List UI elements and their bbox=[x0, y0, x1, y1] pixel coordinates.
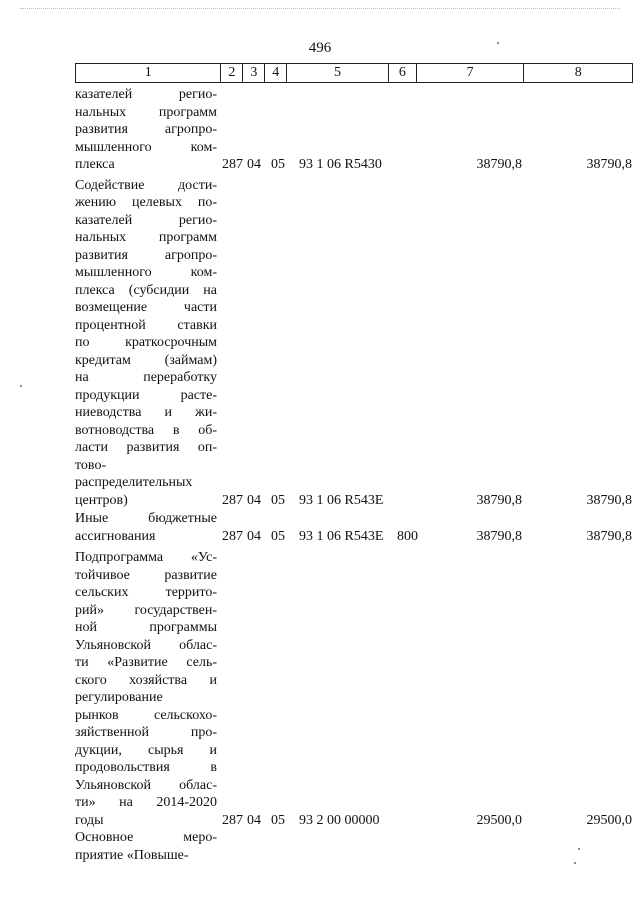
header-col-2: 2 bbox=[221, 64, 243, 82]
cell-c5: 93 2 00 00000 bbox=[299, 812, 380, 828]
table-row bbox=[75, 510, 635, 545]
description-line: плекса bbox=[75, 157, 115, 172]
scan-speck bbox=[578, 848, 580, 850]
table-row bbox=[75, 86, 635, 174]
header-col-5: 5 bbox=[287, 64, 389, 82]
row-values bbox=[75, 812, 635, 830]
row-description bbox=[75, 177, 217, 510]
cell-c7: 29500,0 bbox=[476, 812, 522, 828]
header-col-3: 3 bbox=[243, 64, 265, 82]
description-line: Ульяновской облас- bbox=[75, 777, 217, 793]
description-line: тово- bbox=[75, 457, 107, 473]
page-number: 496 bbox=[308, 40, 332, 56]
description-line: Подпрограмма «Ус- bbox=[75, 550, 217, 565]
description-line: продукции расте- bbox=[75, 387, 217, 403]
description-line: развития агропро- bbox=[75, 247, 217, 263]
description-line: распределительных bbox=[75, 475, 193, 490]
table-body bbox=[75, 86, 635, 864]
cell-c2: 287 bbox=[222, 528, 243, 544]
cell-c3: 04 bbox=[247, 492, 261, 508]
description-line: мышленного ком- bbox=[75, 139, 217, 155]
description-line: развития агропро- bbox=[75, 122, 217, 137]
table-row bbox=[75, 829, 635, 864]
table-row bbox=[75, 177, 635, 510]
description-line: Иные бюджетные bbox=[75, 511, 217, 526]
description-line: по краткосрочным bbox=[75, 335, 217, 350]
description-line: Ульяновской облас- bbox=[75, 637, 217, 653]
description-line: ниеводства и жи- bbox=[75, 405, 217, 420]
description-line: нальных программ bbox=[75, 104, 217, 120]
description-line: сельских террито- bbox=[75, 585, 217, 600]
cell-c4: 05 bbox=[271, 492, 285, 508]
cell-c4: 05 bbox=[271, 528, 285, 544]
header-col-1: 1 bbox=[76, 64, 221, 82]
cell-c5: 93 1 06 R543E bbox=[299, 528, 384, 544]
description-line: мышленного ком- bbox=[75, 265, 217, 280]
description-line: жению целевых по- bbox=[75, 195, 217, 210]
description-line: ского хозяйства и bbox=[75, 672, 217, 688]
description-line: ассигнования bbox=[75, 528, 156, 544]
description-line: казателей регио- bbox=[75, 87, 217, 102]
cell-c2: 287 bbox=[222, 157, 243, 172]
cell-c5: 93 1 06 R543E bbox=[299, 492, 384, 508]
description-line: плекса (субсидии на bbox=[75, 282, 217, 298]
cell-c5: 93 1 06 R5430 bbox=[299, 157, 382, 172]
header-col-7: 7 bbox=[417, 64, 525, 82]
table-header bbox=[75, 63, 633, 83]
cell-c7: 38790,8 bbox=[476, 157, 522, 172]
description-line: продовольствия в bbox=[75, 760, 217, 775]
row-description bbox=[75, 549, 217, 829]
scan-speck bbox=[20, 385, 22, 387]
description-line: процентной ставки bbox=[75, 317, 217, 333]
description-line: зяйственной про- bbox=[75, 725, 217, 740]
header-col-4: 4 bbox=[265, 64, 287, 82]
header-col-8: 8 bbox=[574, 65, 582, 80]
description-line: годы bbox=[75, 812, 104, 828]
description-line: рий» государствен- bbox=[75, 602, 217, 618]
description-line: дукции, сырья и bbox=[75, 742, 217, 758]
scan-edge bbox=[20, 8, 620, 11]
description-line: Основное меро- bbox=[75, 830, 217, 845]
cell-c2: 287 bbox=[222, 492, 243, 508]
description-line: кредитам (займам) bbox=[75, 352, 217, 368]
description-line: приятие «Повыше- bbox=[75, 847, 189, 863]
description-line: ти «Развитие сель- bbox=[75, 655, 217, 670]
cell-c3: 04 bbox=[247, 157, 261, 172]
description-line: Содействие дости- bbox=[75, 177, 217, 193]
description-line: казателей регио- bbox=[75, 212, 217, 228]
cell-c2: 287 bbox=[222, 812, 243, 828]
row-values bbox=[75, 847, 635, 865]
header-col-6: 6 bbox=[389, 64, 417, 82]
scan-speck bbox=[497, 42, 499, 44]
cell-c7: 38790,8 bbox=[476, 528, 522, 544]
cell-c4: 05 bbox=[271, 812, 285, 828]
cell-c3: 04 bbox=[247, 528, 261, 544]
cell-c8: 29500,0 bbox=[586, 812, 632, 828]
description-line: рынков сельскохо- bbox=[75, 707, 217, 723]
cell-c8: 38790,8 bbox=[586, 528, 632, 544]
scan-speck bbox=[574, 862, 576, 864]
cell-c4: 05 bbox=[271, 157, 285, 172]
cell-c6: 800 bbox=[397, 528, 418, 544]
cell-c8: 38790,8 bbox=[586, 492, 632, 508]
description-line: на переработку bbox=[75, 370, 217, 385]
row-values bbox=[75, 492, 635, 510]
description-line: ной программы bbox=[75, 620, 217, 635]
description-line: вотноводства в об- bbox=[75, 422, 217, 438]
description-line: тойчивое развитие bbox=[75, 567, 217, 583]
description-line: центров) bbox=[75, 492, 128, 508]
description-line: нальных программ bbox=[75, 230, 217, 245]
description-line: ласти развития оп- bbox=[75, 440, 217, 455]
row-values bbox=[75, 528, 635, 546]
description-line: регулирование bbox=[75, 690, 163, 705]
table-row bbox=[75, 549, 635, 829]
cell-c8: 38790,8 bbox=[586, 157, 632, 172]
cell-c7: 38790,8 bbox=[476, 492, 522, 508]
description-line: возмещение части bbox=[75, 300, 217, 315]
description-line: ти» на 2014-2020 bbox=[75, 795, 217, 810]
row-values bbox=[75, 156, 635, 174]
cell-c3: 04 bbox=[247, 812, 261, 828]
